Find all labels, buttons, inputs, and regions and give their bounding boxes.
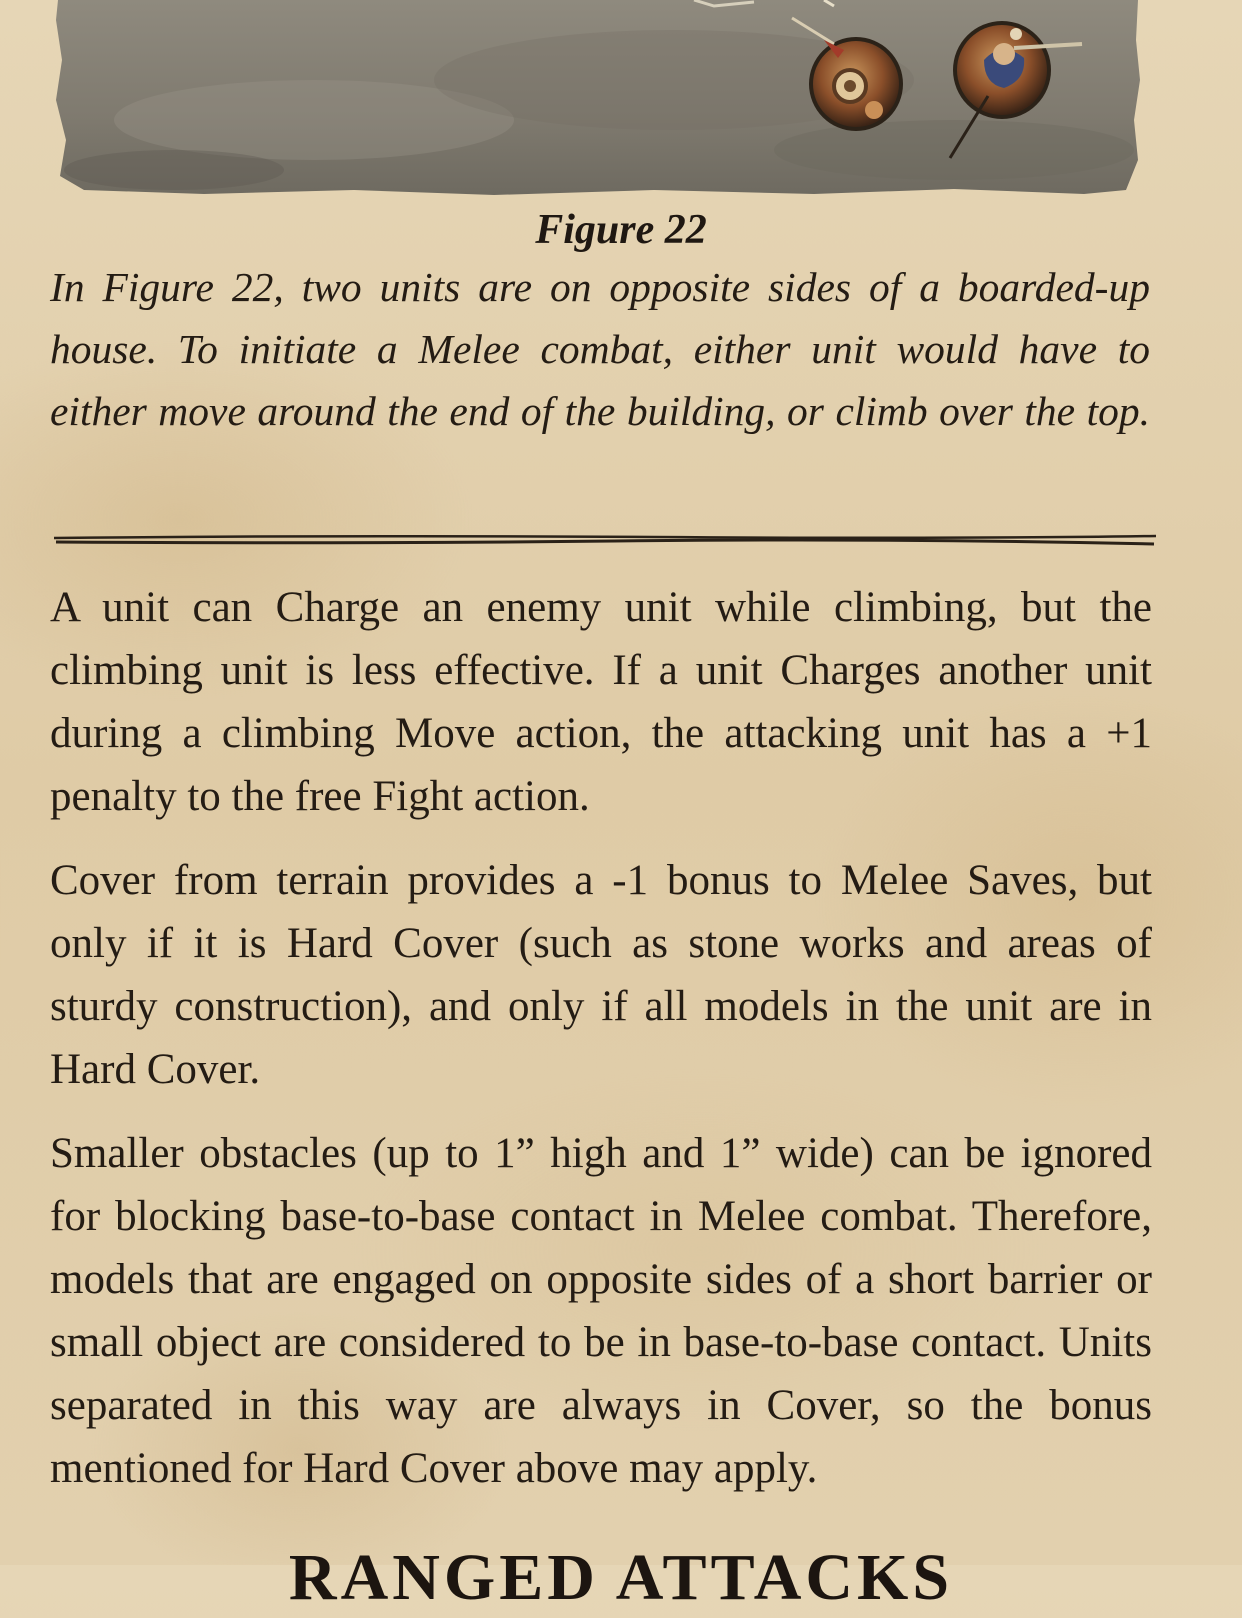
figure-title: Figure 22 — [535, 207, 707, 253]
body-paragraph: A unit can Charge an enemy unit while climbing, but the climbing unit is less effective. If a unit Charges another unit during a climbing Move action, the attacking unit has a +1 penalty to the free Fight action. — [50, 584, 1152, 820]
body-paragraph: Smaller obstacles (up to 1” high and 1” wide) can be ignored for blocking base-to-base contact in Melee combat. Therefore, models that are engaged on opposite sides of a short barrier or small object are considered to be in base-to-base contact. Units separated in this way are always in Cover, so the bonus mentioned for Hard Cover above may apply. — [50, 1130, 1152, 1492]
section-divider — [54, 532, 1156, 548]
section-heading: RANGED ATTACKS — [288, 1541, 954, 1614]
body-paragraph: Cover from terrain provides a -1 bonus to Melee Saves, but only if it is Hard Cover (such as stone works and areas of sturdy construction), and only if all models in the unit are in Hard Cover. — [50, 857, 1152, 1093]
figure-illustration — [54, 0, 1140, 196]
figure-caption: In Figure 22, two units are on opposite sides of a boarded-up house. To initiate a Melee combat, either unit would have to either move around the end of the building, or climb over the top. — [50, 264, 1150, 434]
